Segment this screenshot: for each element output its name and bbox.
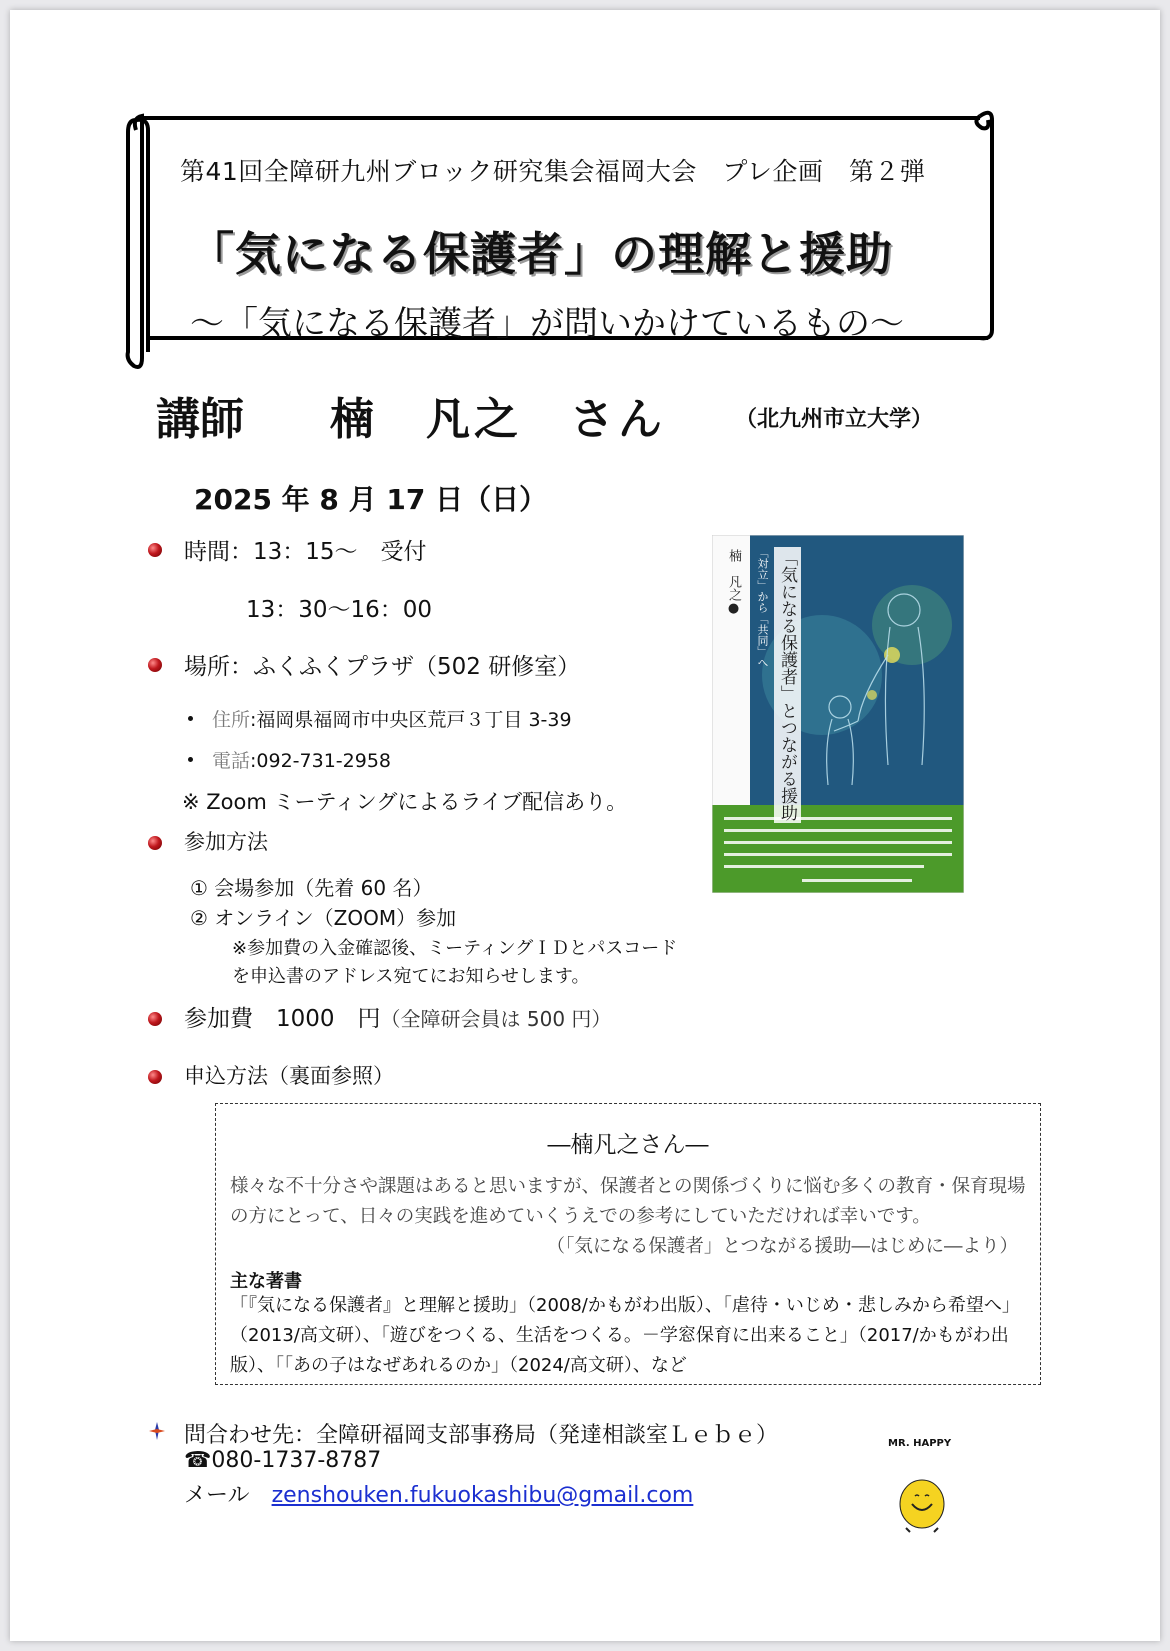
contact-line: 問合わせ先：全障研福岡支部事務局（発達相談室Ｌｅｂｅ） <box>184 1423 779 1448</box>
lecturer-affiliation: （北九州市立大学） <box>735 407 934 432</box>
title-scroll-banner <box>122 108 1047 376</box>
email-link[interactable]: zenshouken.fukuokashibu@gmail.com <box>271 1483 694 1508</box>
application-method: 申込方法（裏面参照） <box>184 1064 394 1088</box>
book-cover-graphic <box>712 535 964 893</box>
list-dot-icon <box>188 757 193 762</box>
book-subtitle: 「対立」から「共同」へ <box>756 547 769 668</box>
bullet-icon <box>148 658 162 672</box>
main-title: 「気になる保護者」の理解と援助 <box>188 227 893 281</box>
diamond-marker-icon <box>146 1420 168 1442</box>
participation-option-venue: ① 会場参加（先着 60 名） <box>190 876 433 900</box>
venue-line: 場所：ふくふくプラザ（502 研修室） <box>184 654 581 680</box>
time-range: 13：30～16：00 <box>246 597 433 623</box>
zoom-note: ※ Zoom ミーティングによるライブ配信あり。 <box>182 790 628 814</box>
address-line <box>212 705 572 732</box>
participation-note-1: ※参加費の入金確認後、ミーティングＩＤとパスコード <box>232 938 678 959</box>
subtitle: ～「気になる保護者」が問いかけているもの～ <box>190 304 904 344</box>
participation-option-online: ② オンライン（ZOOM）参加 <box>190 906 457 930</box>
fee-line <box>184 1000 611 1033</box>
list-dot-icon <box>188 716 193 721</box>
works-list: 「『気になる保護者』と理解と援助」（2008/かもがわ出版）、「虐待・いじめ・悲しみから希望へ」（2013/高文研）、「遊びをつくる、生活をつくる。－学窓保育に出来ること」（2017/かもがわ出版）、「「あの子はなぜあれるのか」（2024/高文研）、など <box>230 1295 1020 1376</box>
book-author: 楠 凡之● <box>726 549 741 616</box>
mascot-illustration <box>882 1434 962 1534</box>
book-cover-image <box>712 535 964 893</box>
fee-label: 参加費 1000 円 <box>184 1006 381 1032</box>
works-heading: 主な著書 <box>230 1271 302 1292</box>
time-line: 時間：13：15～ 受付 <box>184 539 427 565</box>
profile-quote-source: （「気になる保護者」とつながる援助―はじめに―より） <box>546 1236 1018 1257</box>
address-value: :福岡県福岡市中央区荒戸３丁目 3-39 <box>250 709 572 731</box>
smiley-icon <box>882 1434 962 1534</box>
lecturer-profile-box <box>215 1103 1041 1385</box>
bullet-icon <box>148 1070 162 1084</box>
participation-heading: 参加方法 <box>184 830 268 854</box>
email-label: メール <box>184 1483 250 1508</box>
profile-title: ―楠凡之さん― <box>547 1132 709 1158</box>
bullet-icon <box>148 1012 162 1026</box>
lecturer-label: 講師 <box>156 394 244 445</box>
participation-note-2: を申込書のアドレス宛てにお知らせします。 <box>232 966 590 987</box>
book-title: 「気になる保護者」とつながる援助 <box>774 547 801 823</box>
phone-line <box>212 746 391 773</box>
contact-email-line <box>184 1478 693 1509</box>
phone-value: :092-731-2958 <box>250 750 392 772</box>
lecturer-name: 楠 凡之 さん <box>330 394 666 445</box>
address-label: 住所 <box>212 709 251 731</box>
mascot-label: MR. HAPPY <box>888 1438 952 1449</box>
bullet-icon <box>148 836 162 850</box>
contact-phone: ☎080-1737-8787 <box>184 1448 382 1473</box>
event-date: 2025 年 8 月 17 日（日） <box>194 483 548 516</box>
bullet-icon <box>148 543 162 557</box>
fee-member-note: （全障研会員は 500 円） <box>380 1007 612 1031</box>
phone-label: 電話 <box>212 750 251 772</box>
profile-quote: 様々な不十分さや課題はあると思いますが、保護者との関係づくりに悩む多くの教育・保育現場の方にとって、日々の実践を進めていくうえでの参考にしていただければ幸いです。 <box>230 1176 1026 1227</box>
flyer-page <box>10 10 1160 1641</box>
event-series-text: 第41回全障研九州ブロック研究集会福岡大会 プレ企画 第２弾 <box>180 157 926 186</box>
